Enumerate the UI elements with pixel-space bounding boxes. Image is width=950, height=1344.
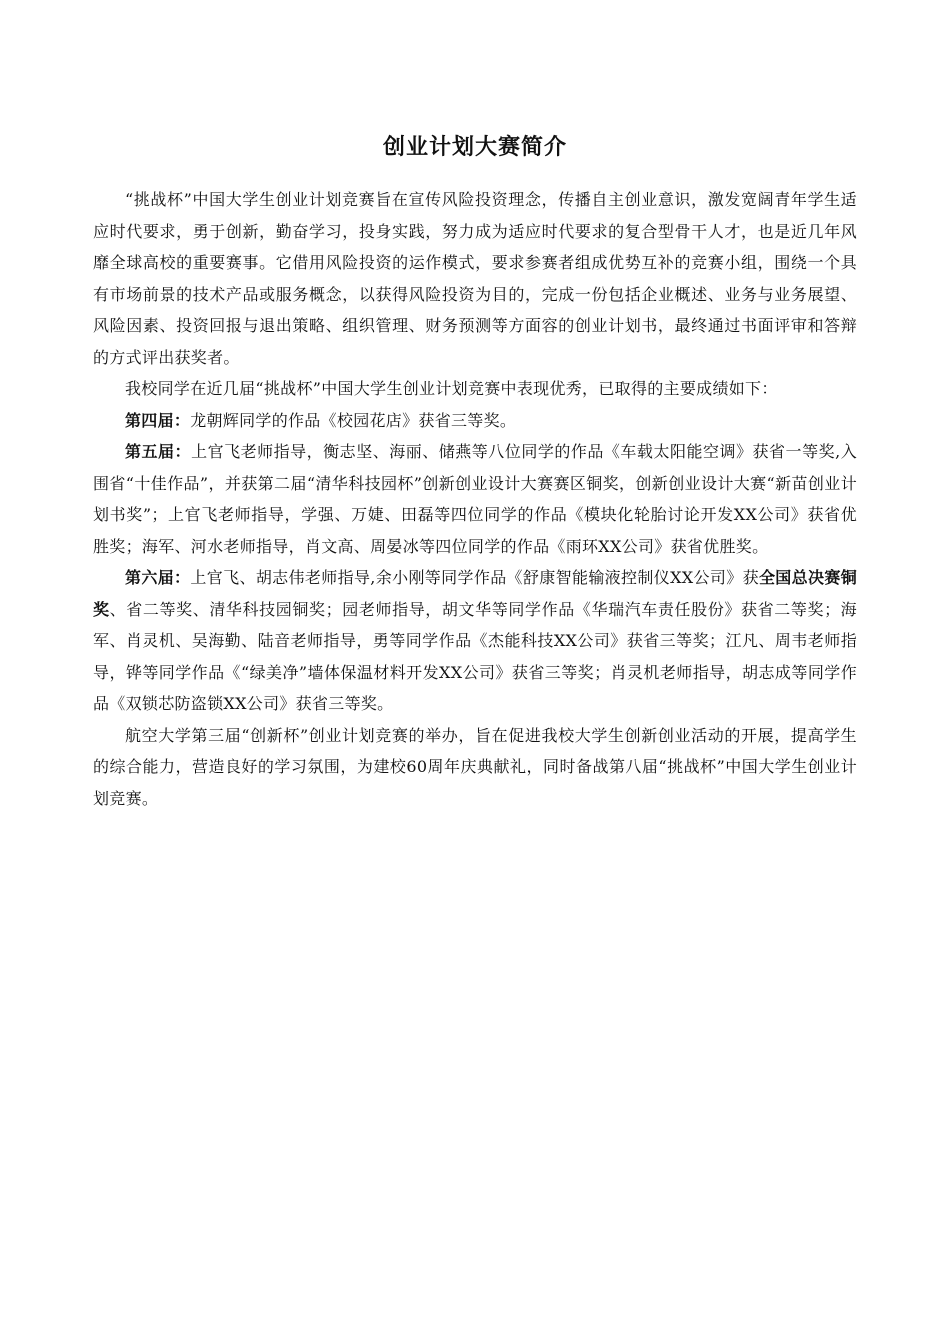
fourth-session-text: 龙朝辉同学的作品《校园花店》获省三等奖。	[190, 410, 517, 430]
achievements-intro-paragraph: 我校同学在近几届“挑战杯”中国大学生创业计划竞赛中表现优秀，已取得的主要成绩如下：	[125, 379, 778, 398]
document-title: 创业计划大赛简介	[382, 135, 567, 160]
document-page	[93, 130, 857, 814]
sixth-session-paragraph	[93, 562, 857, 720]
fifth-session-paragraph	[93, 436, 857, 562]
fourth-session-label: 第四届：	[125, 410, 191, 430]
sixth-session-text-b: 、省二等奖、清华科技园铜奖；园老师指导，胡文华等同学作品《华瑞汽车责任股份》获省二等奖；海军、肖灵机、吴海勤、陆音老师指导，勇等同学作品《杰能科技XX公司》获省三等奖；江凡、周韦老师指导，铧等同学作品《“绿美净”墙体保温材料开发XX公司》获省三等奖；肖灵机老师指导，胡志成等同学作品《双锁芯防盗锁XX公司》获省三等奖。	[93, 599, 857, 713]
fourth-session-paragraph	[93, 405, 857, 437]
sixth-session-label: 第六届：	[125, 568, 191, 587]
closing-paragraph: 航空大学第三届“创新杯”创业计划竞赛的举办，旨在促进我校大学生创新创业活动的开展，提高学生的综合能力，营造良好的学习氛围，为建校60周年庆典献礼，同时备战第八届“挑战杯”中国大学生创业计划竞赛。	[93, 725, 857, 808]
sixth-session-text-a: 上官飞、胡志伟老师指导,余小刚等同学作品《舒康智能输液控制仪XX公司》获	[190, 568, 759, 587]
intro-paragraph: “挑战杯”中国大学生创业计划竞赛旨在宣传风险投资理念，传播自主创业意识，激发宽阔青年学生适应时代要求，勇于创新，勤奋学习，投身实践，努力成为适应时代要求的复合型骨干人才，也是近几年风靡全球高校的重要赛事。它借用风险投资的运作模式，要求参赛者组成优势互补的竞赛小组，围绕一个具有市场前景的技术产品或服务概念，以获得风险投资为目的，完成一份包括企业概述、业务与业务展望、风险因素、投资回报与退出策略、组织管理、财务预测等方面容的创业计划书，最终通过书面评审和答辩的方式评出获奖者。	[93, 190, 857, 367]
fifth-session-text: 上官飞老师指导，衡志坚、海丽、储燕等八位同学的作品《车载太阳能空调》获省一等奖,入围省“十佳作品”，并获第二届“清华科技园杯”创新创业设计大赛赛区铜奖，创新创业设计大赛“新苗创业计划书奖”；上官飞老师指导，学强、万婕、田磊等四位同学的作品《模块化轮胎讨论开发XX公司》获省优胜奖；海军、河水老师指导，肖文高、周晏冰等四位同学的作品《雨环XX公司》获省优胜奖。	[93, 442, 858, 556]
sixth-session-national-award: 全国总决赛铜奖	[93, 568, 858, 619]
fifth-session-label: 第五届：	[125, 442, 192, 461]
